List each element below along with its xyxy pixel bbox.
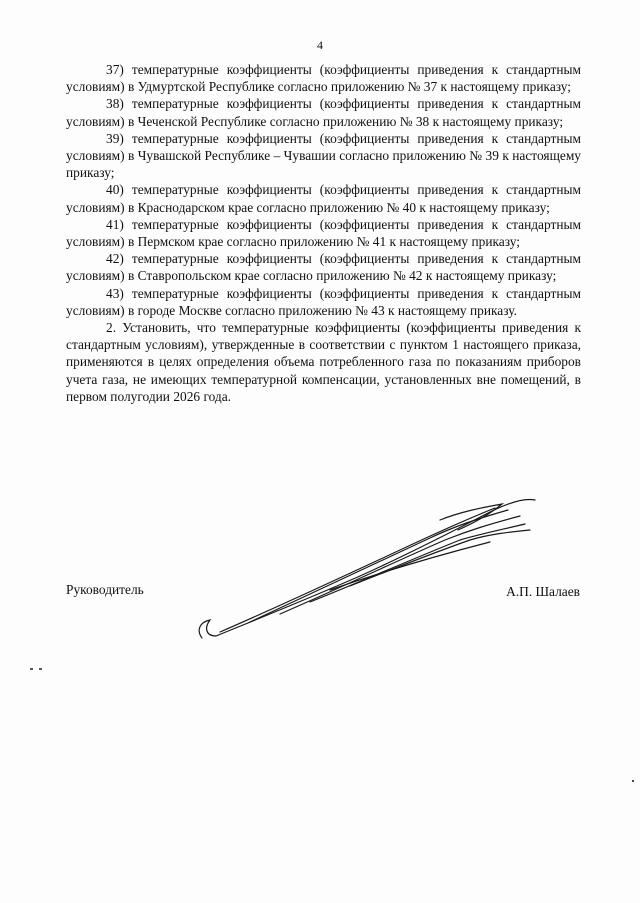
scan-speck xyxy=(39,668,42,670)
paragraph-item-42: 42) температурные коэффициенты (коэффициенты приведения к стандартным условиям) в Ставропольском крае согласно приложению № 42 к настоящему приказу; xyxy=(66,251,581,284)
signatory-name: А.П. Шалаев xyxy=(506,584,580,599)
scan-speck xyxy=(632,780,634,782)
page-number: 4 xyxy=(317,38,323,52)
handwritten-signature xyxy=(190,490,550,650)
paragraph-item-43: 43) температурные коэффициенты (коэффициенты приведения к стандартным условиям) в городе Москве согласно приложению № 43 к настоящему приказу. xyxy=(66,285,581,318)
paragraph-clause-2: 2. Установить, что температурные коэффициенты (коэффициенты приведения к стандартным условиям), утвержденные в соответствии с пунктом 1 настоящего приказа, применяются в целях определения объема потребленного газа по показаниям приборов учета газа, не имеющих температурной компенсации, установленных вне помещений, в первом полугодии 2026 года. xyxy=(66,320,581,404)
scan-speck xyxy=(30,668,33,670)
paragraph-item-37: 37) температурные коэффициенты (коэффициенты приведения к стандартным условиям) в Удмуртской Республике согласно приложению № 37 к настоящему приказу; xyxy=(66,62,581,95)
paragraph-item-41: 41) температурные коэффициенты (коэффициенты приведения к стандартным условиям) в Пермском крае согласно приложению № 41 к настоящему приказу; xyxy=(66,216,581,250)
document-body xyxy=(66,61,581,405)
paragraph-item-40: 40) температурные коэффициенты (коэффициенты приведения к стандартным условиям) в Краснодарском крае согласно приложению № 40 к настоящему приказу; xyxy=(66,182,581,215)
signatory-title: Руководитель xyxy=(66,582,144,597)
paragraph-item-39: 39) температурные коэффициенты (коэффициенты приведения к стандартным условиям) в Чувашской Республике – Чувашии согласно приложению № 39 к настоящему приказу; xyxy=(66,130,581,181)
paragraph-item-38: 38) температурные коэффициенты (коэффициенты приведения к стандартным условиям) в Чеченской Республике согласно приложению № 38 к настоящему приказу; xyxy=(66,96,581,129)
